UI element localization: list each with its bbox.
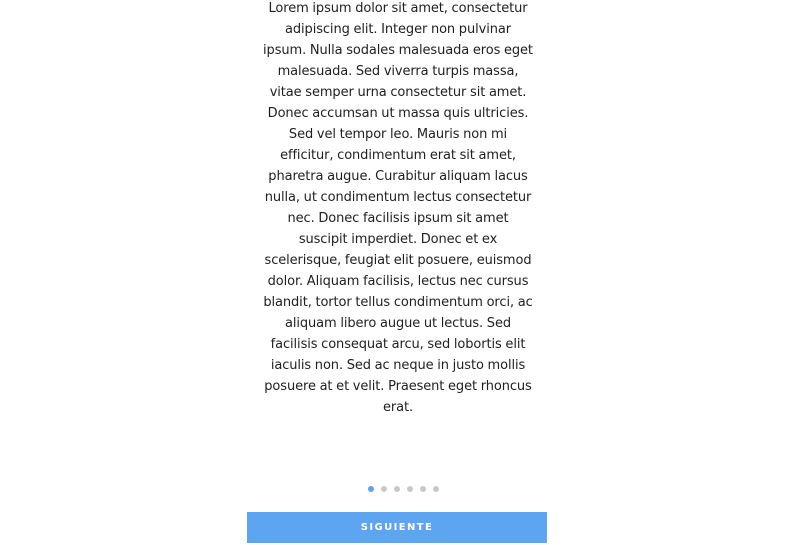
next-button[interactable]: SIGUIENTE — [247, 512, 547, 543]
pagination-dot[interactable] — [407, 486, 413, 492]
pagination-dot[interactable] — [420, 486, 426, 492]
pagination-dot[interactable] — [394, 486, 400, 492]
pagination-dot[interactable] — [381, 486, 387, 492]
onboarding-text: Lorem ipsum dolor sit amet, consectetur adipiscing elit. Integer non pulvinar ipsum. Nulla sodales malesuada eros eget malesuada. Sed viverra turpis massa, vitae semper urna consectetur sit amet. Donec accumsan ut massa quis ultricies. Sed vel tempor leo. Mauris non mi efficitur, condimentum erat sit amet, pharetra augue. Curabitur aliquam lacus nulla, ut condimentum lectus consectetur nec. Donec facilisis ipsum sit amet suscipit imperdiet. Donec et ex scelerisque, feugiat elit posuere, euismod dolor. Aliquam facilisis, lectus nec cursus blandit, tortor tellus condimentum orci, ac aliquam libero augue ut lectus. Sed facilisis consequat arcu, sed lobortis elit iaculis non. Sed ac neque in justo mollis posuere at et velit. Praesent eget rhoncus erat. — [263, 1, 533, 415]
pagination-dots — [0, 486, 805, 492]
pagination-dot[interactable] — [368, 486, 374, 492]
pagination-dot[interactable] — [433, 486, 439, 492]
